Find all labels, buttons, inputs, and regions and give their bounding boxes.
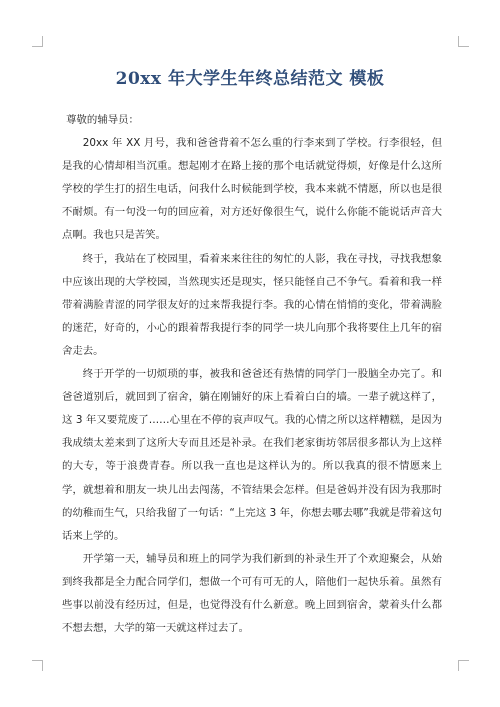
crop-mark-top-left bbox=[32, 36, 43, 47]
paragraph-3: 终于开学的一切烦琐的事，被我和爸爸还有热情的同学门一股脑全办完了。和爸爸道别后，就回到了宿舍，躺在刚铺好的床上看着白白的墙。一辈子就这样了，这 3 年又要荒废了……心里在不停的哀声叹气。我的心情之所以这样糟糕，是因为我成绩太差来到了这所大专而且还是补录。在我们老家街坊邻居很多都认为上这样的大专，等于浪费青春。所以我一直也是这样认为的。所以我真的很不情愿来上学，就想着和朋友一块儿出去闯荡，不管结果会怎样。但是爸妈并没有因为我那时的幼稚而生气，只给我留了一句话：“上完这 3 年，你想去哪去哪”我就是带着这句话来上学的。 bbox=[62, 368, 442, 542]
crop-mark-bottom-right bbox=[458, 660, 469, 671]
paragraph-4: 开学第一天，辅导员和班上的同学为我们新到的补录生开了个欢迎聚会，从始到终我都是全力配合同学们，想做一个可有可无的人，陪他们一起快乐着。虽然有些事以前没有经历过，但是，也觉得没有什么新意。晚上回到宿舍，蒙着头什么都不想去想，大学的第一天就这样过去了。 bbox=[62, 552, 442, 635]
greeting: 尊敬的辅导员： bbox=[66, 114, 139, 126]
paragraph-1: 20xx 年 XX 月号，我和爸爸背着不怎么重的行李来到了学校。行李很轻，但是我的心情却相当沉重。想起刚才在路上接的那个电话就觉得烦，好像是什么这所学校的学生打的招生电话，问我什么时候能到学校，我本来就不情愿，所以也是很不耐烦。有一句没一句的回应着，对方还好像很生气，说什么你能不能说话声音大点啊。我也只是苦笑。 bbox=[62, 137, 442, 242]
document-title: 20xx 年大学生年终总结范文 模板 bbox=[115, 69, 385, 89]
crop-mark-top-right bbox=[458, 36, 469, 47]
document-body bbox=[62, 109, 442, 640]
paragraph-2: 终于，我站在了校园里，看着来来往往的匆忙的人影，我在寻找，寻找我想象中应该出现的大学校园，当然现实还是现实，怪只能怪自己不争气。看着和我一样带着满脸青涩的同学很友好的过来帮我提行李。我的心情在悄悄的变化，带着满脸的迷茫，好奇的，小心的跟着帮我提行李的同学一块儿向那个我将要住上几年的宿舍走去。 bbox=[62, 252, 442, 357]
crop-mark-bottom-left bbox=[32, 660, 43, 671]
